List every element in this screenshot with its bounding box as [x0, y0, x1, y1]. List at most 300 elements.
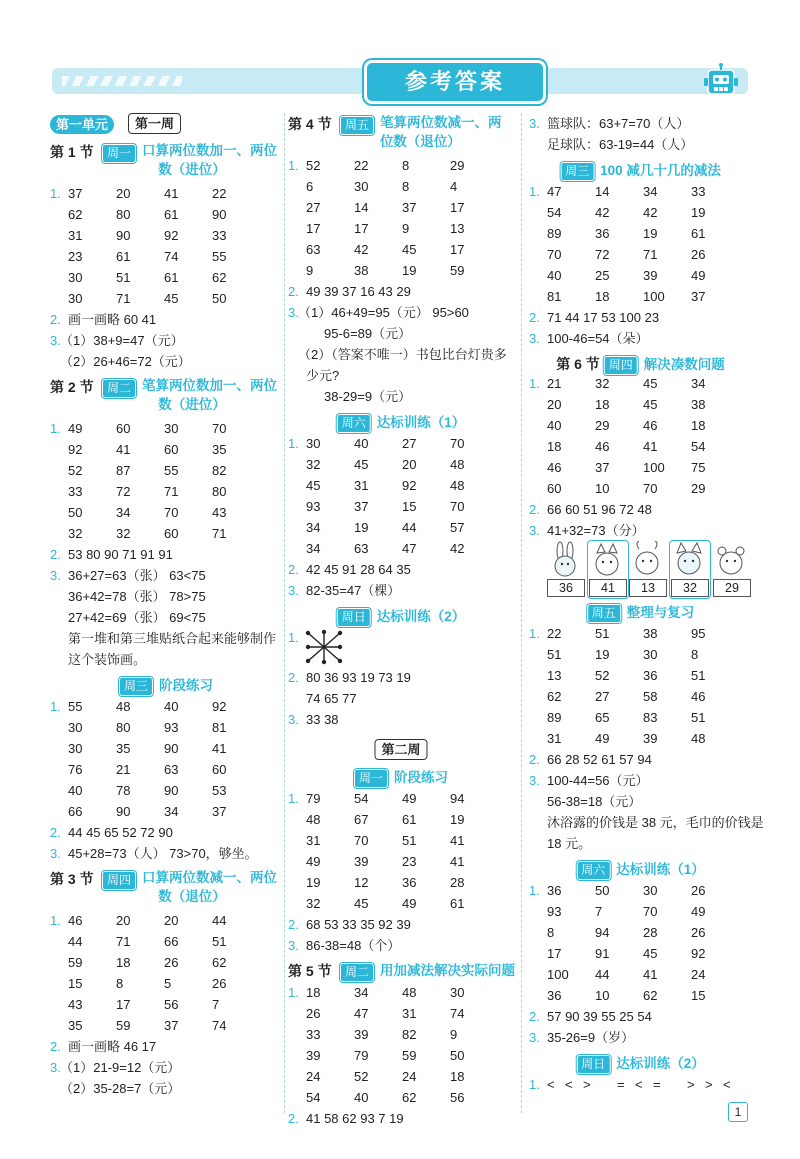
day-tag: 周四: [102, 871, 136, 890]
subsection-title: 解决凑数问题: [643, 357, 725, 372]
subsection-title: 达标训练（1）: [616, 862, 705, 877]
answer-value: 34: [116, 505, 131, 520]
answer-value: 45: [643, 376, 658, 391]
answer-value: 60: [164, 442, 179, 457]
answer-value: 54: [691, 439, 706, 454]
answer-value: 46: [547, 460, 562, 475]
answer-row: [50, 1015, 282, 1036]
answer-text: 82-35=47（棵）: [306, 583, 401, 598]
answer-value: 65: [595, 710, 610, 725]
answer-value: 92: [212, 699, 227, 714]
section-title-line2: 数（进位）: [158, 397, 226, 412]
comparison-symbol: <: [635, 1077, 643, 1092]
question-number: 3.: [288, 583, 299, 598]
answer-row: [288, 239, 514, 260]
answer-text: 沐浴露的价钱是 38 元，毛巾的价钱是: [547, 815, 764, 830]
answer-value: 62: [68, 207, 83, 222]
answer-value: 61: [164, 270, 179, 285]
answer-line: [50, 586, 282, 607]
answer-value: 12: [354, 875, 369, 890]
answer-value: 8: [402, 179, 410, 194]
question-number: 3.: [529, 773, 540, 788]
score-box: 41: [589, 579, 627, 597]
answer-value: 46: [691, 689, 706, 704]
answer-value: 61: [450, 896, 465, 911]
question-number: 3.: [529, 1030, 540, 1045]
answer-value: 90: [116, 228, 131, 243]
answer-value: 42: [643, 205, 658, 220]
answer-row: [288, 1066, 514, 1087]
answer-row: [288, 155, 514, 176]
answer-value: 49: [68, 421, 83, 436]
answer-value: 52: [354, 1069, 369, 1084]
answer-value: 94: [595, 925, 610, 940]
answer-value: 31: [306, 833, 321, 848]
answer-text: （1）46+49=95（元） 95>60: [298, 305, 469, 320]
subsection-heading: [529, 854, 752, 880]
answer-value: 79: [306, 791, 321, 806]
question-number: 1.: [288, 436, 299, 451]
answer-row: [529, 707, 752, 728]
answer-value: 81: [212, 720, 227, 735]
day-tag: 周六: [337, 414, 371, 433]
answer-line: [529, 833, 752, 854]
question-number: 1.: [288, 985, 299, 1000]
answer-value: 61: [116, 249, 131, 264]
answer-line: [50, 649, 282, 670]
answer-row: [529, 286, 752, 307]
answer-value: 59: [402, 1048, 417, 1063]
answer-value: 8: [402, 158, 410, 173]
answer-row: [50, 696, 282, 717]
answer-value: 20: [116, 186, 131, 201]
answer-value: 36: [595, 226, 610, 241]
answer-value: 60: [116, 421, 131, 436]
answer-text: （2）（答案不唯一）书包比台灯贵多: [298, 347, 507, 362]
answer-value: 45: [354, 896, 369, 911]
matching-lines-diagram: [304, 629, 344, 665]
answer-text: 41 58 62 93 7 19: [306, 1111, 404, 1126]
answer-value: 100: [643, 460, 665, 475]
answer-row: [529, 644, 752, 665]
answer-value: 40: [354, 1090, 369, 1105]
answer-value: 32: [68, 526, 83, 541]
answer-text: 68 53 33 35 92 39: [306, 917, 411, 932]
answer-value: 89: [547, 710, 562, 725]
answer-value: 74: [212, 1018, 227, 1033]
answer-value: 32: [306, 457, 321, 472]
comparison-symbol: =: [617, 1077, 625, 1092]
answer-row: [288, 1087, 514, 1108]
answer-value: 44: [595, 967, 610, 982]
answer-text: 66 28 52 61 57 94: [547, 752, 652, 767]
answer-value: 30: [643, 647, 658, 662]
answer-value: 48: [402, 985, 417, 1000]
answer-value: 41: [450, 854, 465, 869]
subsection-heading: [529, 155, 752, 181]
answer-value: 22: [547, 626, 562, 641]
answer-value: 67: [354, 812, 369, 827]
answer-value: 39: [306, 1048, 321, 1063]
answer-value: 46: [643, 418, 658, 433]
answer-value: 48: [691, 731, 706, 746]
answer-row: [529, 880, 752, 901]
answer-text: 45+28=73（人） 73>70，够坐。: [68, 846, 258, 861]
answer-value: 8: [547, 925, 555, 940]
answer-value: 100: [547, 967, 569, 982]
comparison-symbol: <: [723, 1077, 731, 1092]
answer-text: 少元?: [306, 368, 340, 383]
page-header: [52, 60, 748, 102]
answer-value: 70: [547, 247, 562, 262]
answer-text: 第一堆和第三堆贴纸合起来能够制作: [68, 631, 277, 646]
answer-value: 36: [547, 988, 562, 1003]
answer-value: 45: [643, 397, 658, 412]
goat-icon: [629, 541, 665, 579]
day-tag: 周二: [102, 379, 136, 398]
answer-value: 48: [450, 457, 465, 472]
answer-text: 41+32=73（分）: [547, 523, 645, 538]
answer-line: [288, 935, 514, 956]
question-number: 2.: [288, 1111, 299, 1126]
question-number: 2.: [288, 562, 299, 577]
answer-row: [529, 181, 752, 202]
answer-row: [288, 433, 514, 454]
answer-value: 42: [450, 541, 465, 556]
comparison-symbol: <: [547, 1077, 555, 1092]
answer-value: 79: [354, 1048, 369, 1063]
answer-row: [50, 759, 282, 780]
answer-value: 4: [450, 179, 458, 194]
answer-row: [50, 717, 282, 738]
answer-value: 100: [643, 289, 665, 304]
answer-value: 30: [354, 179, 369, 194]
answer-row: [50, 204, 282, 225]
day-tag: 周五: [587, 604, 621, 623]
answer-value: 31: [68, 228, 83, 243]
day-tag: 周三: [119, 677, 153, 696]
answer-line: [50, 1078, 282, 1099]
answer-line: [50, 843, 282, 864]
answer-value: 29: [691, 481, 706, 496]
answer-value: 91: [595, 946, 610, 961]
answer-value: 19: [402, 263, 417, 278]
answer-line: [529, 1074, 752, 1095]
answer-value: 81: [547, 289, 562, 304]
answer-line: [288, 344, 514, 365]
question-number: 1.: [529, 883, 540, 898]
answer-line: [288, 323, 514, 344]
answer-row: [50, 481, 282, 502]
section-number: 第 2 节: [50, 379, 94, 395]
section-number: 第 6 节: [556, 356, 600, 372]
answer-value: 32: [306, 896, 321, 911]
answer-value: 40: [547, 268, 562, 283]
answer-value: 24: [691, 967, 706, 982]
answer-value: 61: [691, 226, 706, 241]
week-heading: [288, 736, 514, 762]
answer-value: 26: [212, 976, 227, 991]
answer-grid: [50, 418, 282, 544]
answer-value: 15: [402, 499, 417, 514]
answer-value: 80: [212, 484, 227, 499]
answer-value: 23: [402, 854, 417, 869]
answer-line: [50, 330, 282, 351]
subsection-title: 阶段练习: [394, 770, 449, 785]
answer-value: 19: [643, 226, 658, 241]
answer-grid: [50, 183, 282, 309]
answer-value: 20: [116, 913, 131, 928]
answer-value: 66: [68, 804, 83, 819]
answer-text: 71 44 17 53 100 23: [547, 310, 660, 325]
answer-grid: [50, 696, 282, 822]
answer-value: 51: [595, 626, 610, 641]
answer-value: 28: [643, 925, 658, 940]
score-box: 36: [547, 579, 585, 597]
day-tag: 周三: [560, 162, 594, 181]
answer-text: （1）21-9=12（元）: [60, 1060, 181, 1075]
answer-line: [288, 386, 514, 407]
column-1: [50, 113, 282, 1099]
answer-value: 50: [212, 291, 227, 306]
answer-text: 36+42=78（张） 78>75: [68, 589, 206, 604]
answer-line: [529, 307, 752, 328]
answer-value: 45: [164, 291, 179, 306]
answer-value: 31: [354, 478, 369, 493]
robot-icon: [702, 62, 740, 100]
answer-value: 59: [450, 263, 465, 278]
answer-value: 74: [450, 1006, 465, 1021]
answer-value: 70: [643, 904, 658, 919]
answer-value: 60: [212, 762, 227, 777]
day-tag: 周日: [576, 1055, 610, 1074]
answer-line: [529, 1027, 752, 1048]
answer-row: [288, 475, 514, 496]
answer-value: 41: [164, 186, 179, 201]
answer-line: [50, 309, 282, 330]
answer-value: 34: [354, 985, 369, 1000]
answer-text: 27+42=69（张） 69<75: [68, 610, 206, 625]
answer-value: 18: [691, 418, 706, 433]
answer-value: 56: [450, 1090, 465, 1105]
answer-row: [529, 964, 752, 985]
answer-value: 39: [354, 854, 369, 869]
answer-value: 52: [68, 463, 83, 478]
cat-figure: [589, 541, 625, 597]
answer-value: 22: [212, 186, 227, 201]
answer-value: 56: [164, 997, 179, 1012]
answer-value: 17: [450, 242, 465, 257]
answer-line: [50, 351, 282, 372]
answer-value: 94: [450, 791, 465, 806]
answer-row: [288, 872, 514, 893]
answer-value: 30: [643, 883, 658, 898]
answer-value: 27: [595, 689, 610, 704]
answer-value: 19: [595, 647, 610, 662]
answer-value: 32: [116, 526, 131, 541]
answer-grid: [288, 982, 514, 1108]
answer-grid: [288, 433, 514, 559]
answer-value: 19: [354, 520, 369, 535]
answer-line: [288, 302, 514, 323]
answer-value: 70: [164, 505, 179, 520]
question-number: 3.: [288, 305, 299, 320]
answer-value: 31: [402, 1006, 417, 1021]
answer-value: 35: [212, 442, 227, 457]
answer-value: 71: [212, 526, 227, 541]
header-stripes: [62, 76, 182, 86]
answer-value: 40: [547, 418, 562, 433]
answer-value: 90: [164, 741, 179, 756]
answer-value: 46: [68, 913, 83, 928]
answer-value: 33: [212, 228, 227, 243]
answer-line: [50, 607, 282, 628]
comparison-symbol: >: [687, 1077, 695, 1092]
answer-row: [50, 502, 282, 523]
answer-value: 26: [691, 247, 706, 262]
answer-value: 20: [402, 457, 417, 472]
answer-value: 90: [212, 207, 227, 222]
answer-value: 80: [116, 720, 131, 735]
answer-value: 80: [116, 207, 131, 222]
question-number: 3.: [288, 938, 299, 953]
answer-value: 62: [643, 988, 658, 1003]
answer-value: 48: [450, 478, 465, 493]
bear-figure: [713, 541, 749, 597]
answer-text: 35-26=9（岁）: [547, 1030, 635, 1045]
answer-text: 95-6=89（元）: [324, 326, 412, 341]
answer-value: 66: [164, 934, 179, 949]
answer-value: 19: [450, 812, 465, 827]
comparison-symbol: >: [705, 1077, 713, 1092]
section-title: 口算两位数减一、两位: [142, 870, 277, 885]
answer-value: 34: [306, 520, 321, 535]
answer-value: 61: [164, 207, 179, 222]
column-divider: [284, 113, 285, 1113]
answer-value: 27: [306, 200, 321, 215]
answer-text: （2）26+46=72（元）: [60, 354, 191, 369]
score-box: 29: [713, 579, 751, 597]
answer-value: 92: [691, 946, 706, 961]
answer-value: 41: [450, 833, 465, 848]
answer-value: 37: [212, 804, 227, 819]
answer-value: 30: [450, 985, 465, 1000]
question-number: 2.: [50, 547, 61, 562]
question-number: 3.: [529, 331, 540, 346]
answer-value: 63: [354, 541, 369, 556]
answer-row: [288, 982, 514, 1003]
subsection-heading: [50, 670, 282, 696]
answer-value: 89: [547, 226, 562, 241]
answer-text: 57 90 39 55 25 54: [547, 1009, 652, 1024]
answer-value: 47: [547, 184, 562, 199]
answer-value: 32: [595, 376, 610, 391]
answer-value: 34: [691, 376, 706, 391]
answer-value: 23: [68, 249, 83, 264]
answer-value: 93: [547, 904, 562, 919]
question-number: 2.: [529, 752, 540, 767]
answer-row: [288, 517, 514, 538]
answer-value: 38: [354, 263, 369, 278]
section-heading: [529, 349, 752, 373]
answer-value: 18: [116, 955, 131, 970]
day-tag: 周一: [354, 769, 388, 788]
answer-line: [529, 113, 752, 134]
answer-value: 39: [643, 731, 658, 746]
answer-row: [288, 1024, 514, 1045]
answer-value: 29: [450, 158, 465, 173]
answer-row: [288, 851, 514, 872]
answer-row: [288, 176, 514, 197]
answer-row: [50, 931, 282, 952]
question-number: 2.: [529, 1009, 540, 1024]
answer-value: 62: [212, 270, 227, 285]
answer-value: 37: [691, 289, 706, 304]
answer-line: [529, 1006, 752, 1027]
answer-value: 17: [547, 946, 562, 961]
answer-text: 36+27=63（张） 63<75: [68, 568, 206, 583]
answer-value: 52: [595, 668, 610, 683]
answer-row: [529, 901, 752, 922]
answer-value: 34: [306, 541, 321, 556]
answer-value: 20: [547, 397, 562, 412]
question-number: 2.: [529, 502, 540, 517]
answer-value: 62: [402, 1090, 417, 1105]
bear-icon: [713, 541, 749, 579]
answer-text: 画一画略 60 41: [68, 312, 157, 327]
comparison-symbol: <: [565, 1077, 573, 1092]
answer-row: [288, 496, 514, 517]
goat-figure: [629, 541, 665, 597]
answer-value: 20: [164, 913, 179, 928]
answer-value: 40: [354, 436, 369, 451]
answer-value: 21: [547, 376, 562, 391]
answer-row: [50, 973, 282, 994]
answer-text: 篮球队：63+7=70（人）: [547, 116, 690, 131]
answer-value: 38: [691, 397, 706, 412]
score-box: 32: [671, 579, 709, 597]
answer-grid: [288, 788, 514, 914]
answer-value: 10: [595, 988, 610, 1003]
answer-text: 80 36 93 19 73 19: [306, 670, 411, 685]
answer-row: [50, 246, 282, 267]
subsection-heading: [288, 762, 514, 788]
answer-value: 71: [116, 291, 131, 306]
answer-value: 45: [306, 478, 321, 493]
question-number: 3.: [529, 116, 540, 131]
section-number: 第 4 节: [288, 116, 332, 132]
answer-row: [529, 436, 752, 457]
answer-text: 86-38=48（个）: [306, 938, 401, 953]
question-number: 3.: [50, 568, 61, 583]
answer-value: 37: [164, 1018, 179, 1033]
answer-value: 59: [116, 1018, 131, 1033]
answer-row: [529, 223, 752, 244]
answer-value: 15: [68, 976, 83, 991]
answer-value: 87: [116, 463, 131, 478]
question-number: 1.: [529, 184, 540, 199]
answer-value: 30: [68, 291, 83, 306]
answer-value: 74: [164, 249, 179, 264]
question-number: 3.: [529, 523, 540, 538]
answer-text: 足球队：63-19=44（人）: [547, 137, 694, 152]
section-title: 笔算两位数减一、两位: [380, 115, 502, 149]
answer-value: 49: [402, 791, 417, 806]
answer-text: 38-29=9（元）: [324, 389, 412, 404]
answer-line: [529, 499, 752, 520]
answer-value: 13: [450, 221, 465, 236]
answer-value: 40: [68, 783, 83, 798]
